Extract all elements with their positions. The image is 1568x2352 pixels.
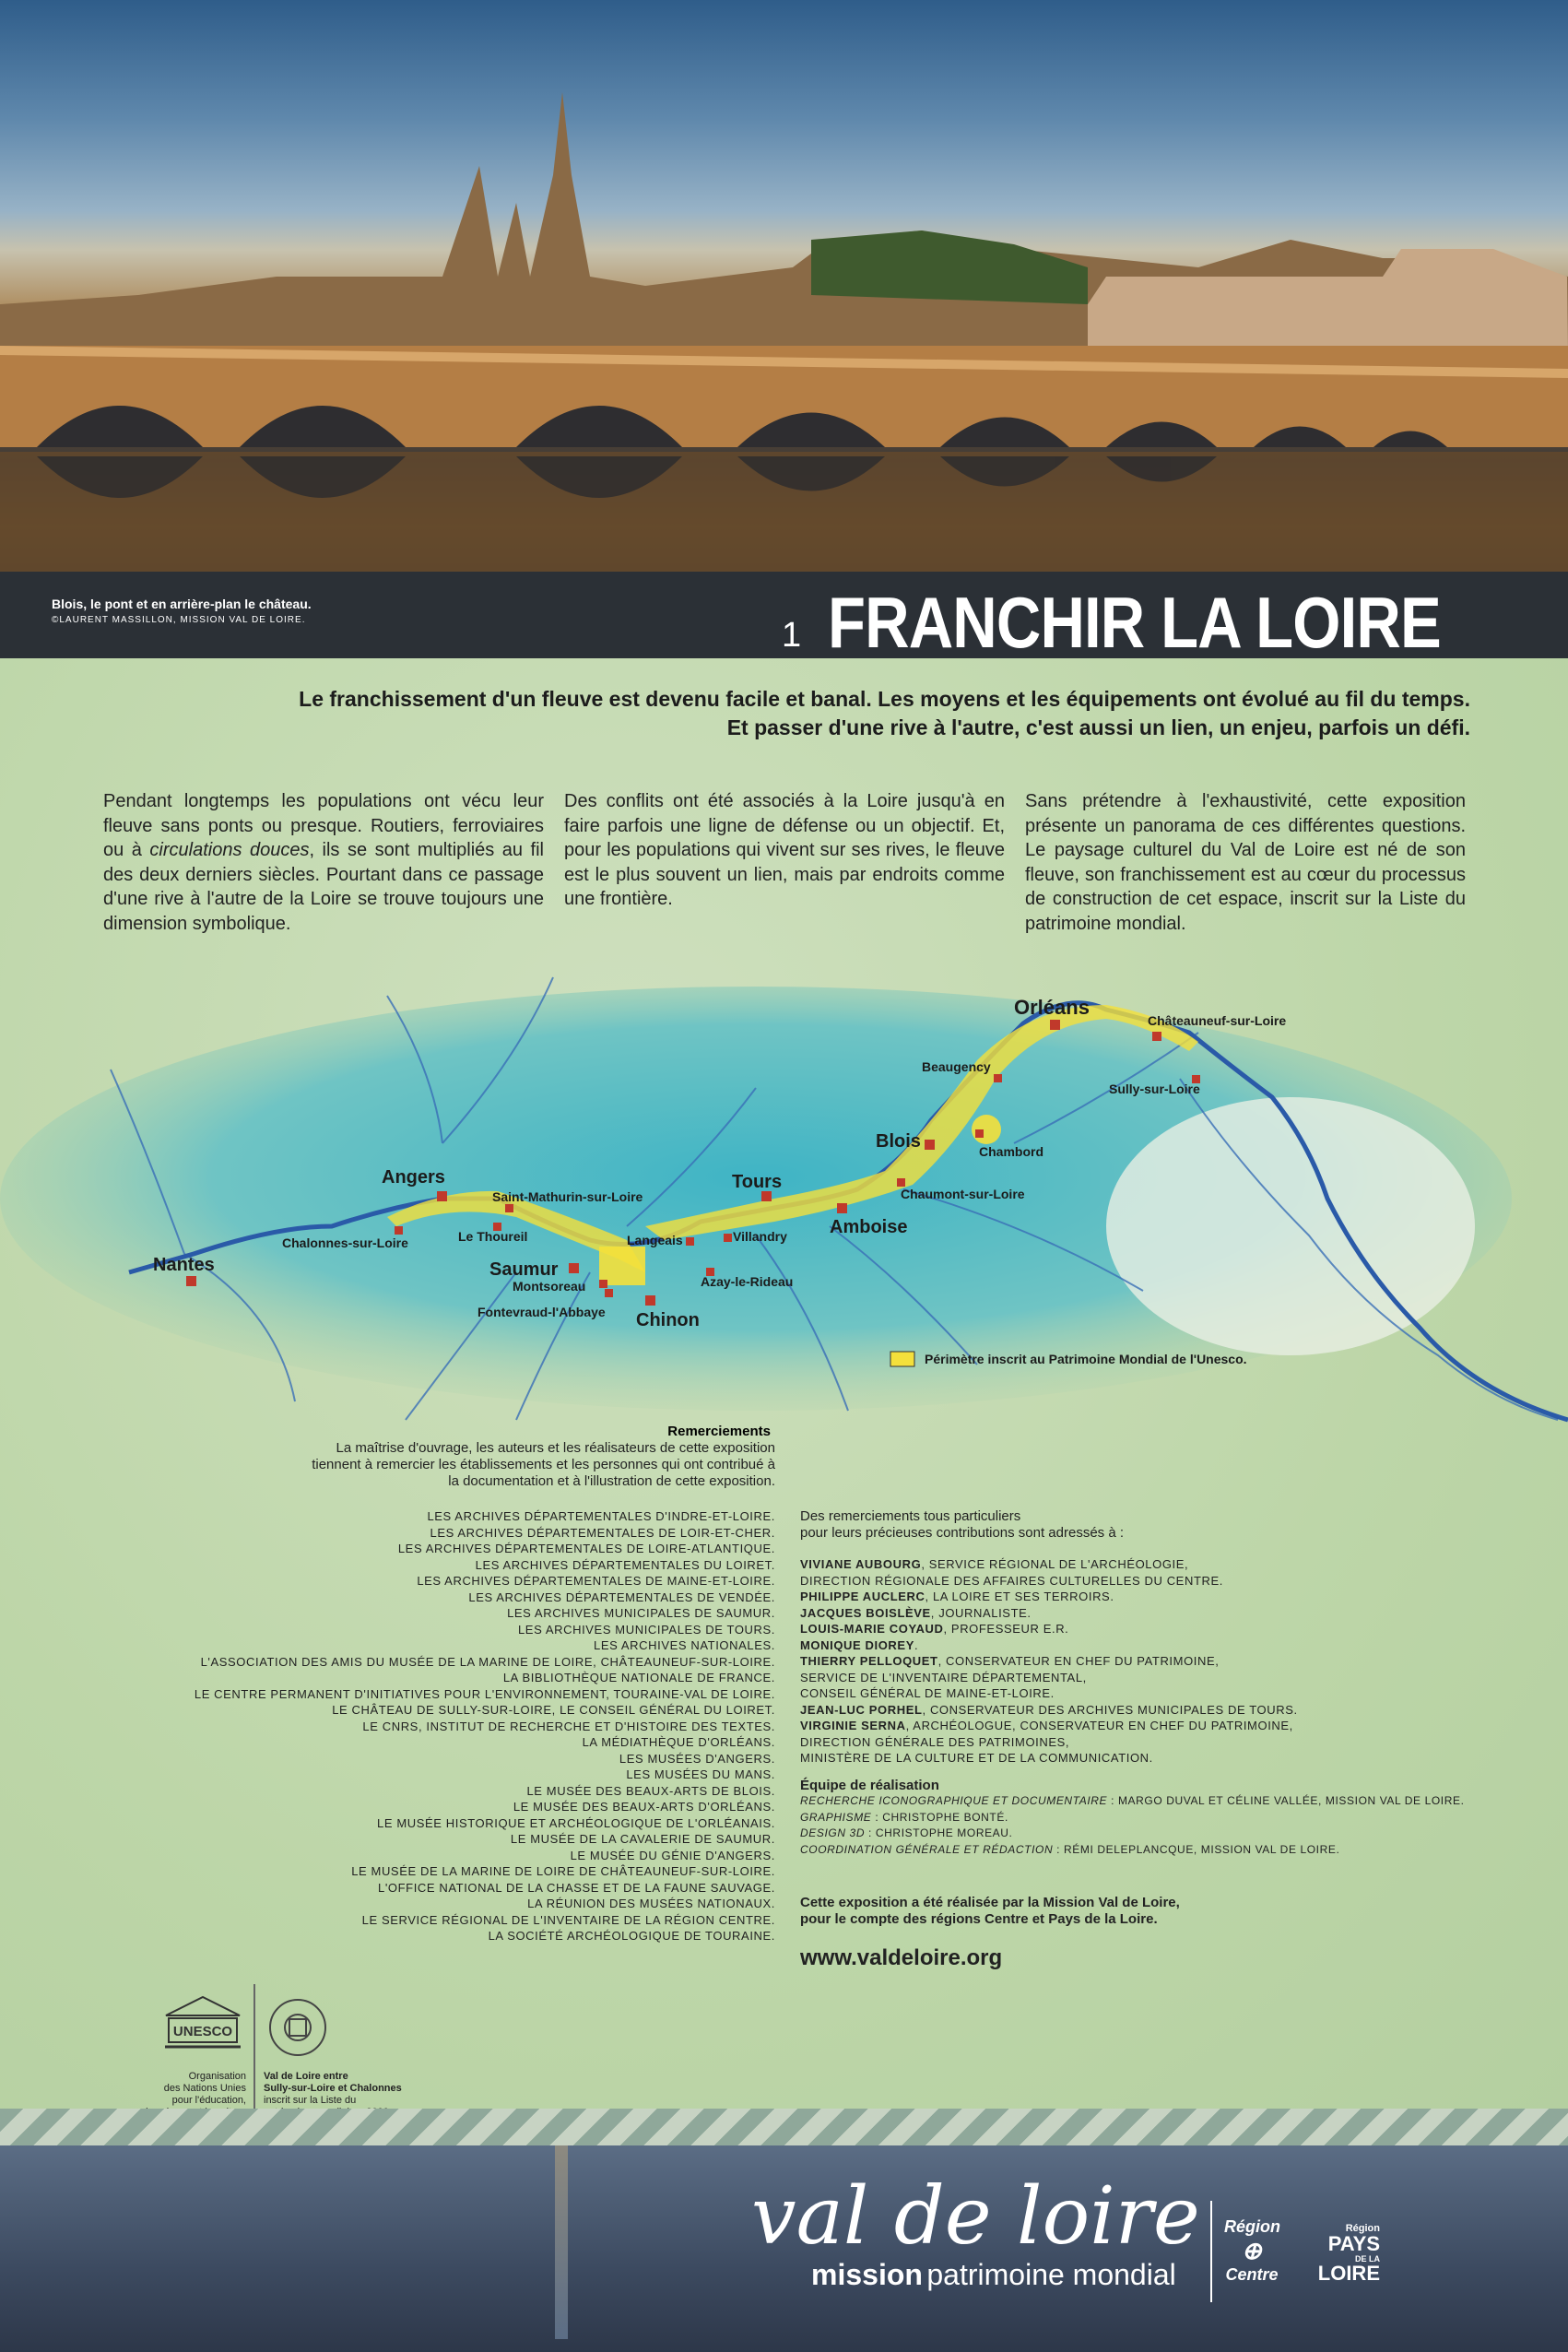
col1-text-b: , ils se sont multipliés au fil des deux derniers siècles. Pourtant dans ce passage d'une rive à l'autre de la Loire se trouve toujours une dimension symbolique. [103, 840, 544, 934]
city-label-nantes: Nantes [153, 1255, 215, 1275]
unesco-site-line: inscrit sur la Liste du [264, 2095, 357, 2106]
team-item [800, 1810, 1465, 1826]
special-intro-line: Des remerciements tous particuliers [800, 1508, 1021, 1524]
institution-item: LE MUSÉE DE LA CAVALERIE DE SAUMUR. [510, 1832, 775, 1846]
marker-orleans [1050, 1020, 1060, 1030]
city-label-fontevraud: Fontevraud-l'Abbaye [477, 1305, 606, 1319]
logo-val-de-loire: val de loire [751, 2170, 1200, 2263]
region-centre-line: Région [1224, 2217, 1280, 2236]
institution-item: LE MUSÉE HISTORIQUE ET ARCHÉOLOGIQUE DE L'ORLÉANAIS. [377, 1815, 775, 1830]
logo-patrimoine: patrimoine mondial [926, 2258, 1176, 2291]
intro-line-1: Le franchissement d'un fleuve est devenu facile et banal. Les moyens et les équipements ont évolué au fil du temps. [299, 687, 1470, 711]
institution-item: LES MUSÉES D'ANGERS. [619, 1751, 775, 1766]
person-item [800, 1589, 1465, 1605]
team-names: : CHRISTOPHE MOREAU. [865, 1826, 1013, 1839]
blois-bridge-illustration [0, 0, 1568, 658]
region-pays-line: LOIRE [1317, 2262, 1380, 2285]
region-pays-logo [1295, 2223, 1380, 2284]
marker-nantes [186, 1276, 196, 1286]
team-names: : MARGO DUVAL ET CÉLINE VALLÉE, MISSION VAL DE LOIRE. [1107, 1794, 1465, 1807]
person-item [800, 1637, 1465, 1654]
city-label-chaumont: Chaumont-sur-Loire [901, 1187, 1025, 1201]
unesco-divider [253, 1984, 255, 2122]
photo-caption [52, 596, 312, 629]
caption-title: Blois, le pont et en arrière-plan le château. [52, 597, 312, 611]
city-label-tours: Tours [732, 1172, 783, 1192]
person-item [800, 1605, 1465, 1622]
institution-item: LE MUSÉE DES BEAUX-ARTS D'ORLÉANS. [513, 1800, 775, 1814]
institution-item: LA MÉDIATHÈQUE D'ORLÉANS. [582, 1735, 775, 1749]
text-column-3: Sans prétendre à l'exhaustivité, cette exposition présente un panorama de ces différentes questions. Le paysage culturel du Val de Loire est né de son fleuve, son franchissement est au cœur du processus de construction de cet espace, inscrit sur la Liste du patrimoine mondial. [1025, 791, 1466, 934]
institution-item: LES ARCHIVES DÉPARTEMENTALES DE MAINE-ET-LOIRE. [417, 1574, 775, 1588]
institutions-list [195, 1508, 775, 1944]
logo-mission: mission [811, 2258, 923, 2291]
people-list [800, 1556, 1465, 1767]
marker-amboise [837, 1203, 847, 1213]
city-label-beaugency: Beaugency [922, 1059, 991, 1074]
city-label-chalonnes: Chalonnes-sur-Loire [282, 1235, 408, 1250]
unesco-org-line: Organisation [188, 2071, 246, 2082]
team-role: RECHERCHE ICONOGRAPHIQUE ET DOCUMENTAIRE [800, 1794, 1108, 1807]
team-item [800, 1842, 1465, 1859]
col1-italic: circulations douces [149, 840, 310, 860]
special-intro-line: pour leurs précieuses contributions sont adressés à : [800, 1524, 1125, 1541]
person-item [800, 1685, 1465, 1702]
team-item [800, 1826, 1465, 1842]
person-role: SERVICE DE L'INVENTAIRE DÉPARTEMENTAL, [800, 1670, 1087, 1684]
marker-tours [761, 1191, 772, 1201]
institution-item: LA RÉUNION DES MUSÉES NATIONAUX. [527, 1897, 775, 1910]
person-name: THIERRY PELLOQUET [800, 1654, 938, 1668]
marker-saumur [569, 1263, 579, 1273]
team-role: DESIGN 3D [800, 1826, 866, 1839]
marker-chinon [645, 1295, 655, 1306]
institution-item: LES ARCHIVES DÉPARTEMENTALES DE VENDÉE. [468, 1590, 775, 1604]
person-item [800, 1573, 1465, 1590]
team-item [800, 1793, 1465, 1810]
region-pays-line: PAYS [1327, 2232, 1380, 2255]
person-role: CONSEIL GÉNÉRAL DE MAINE-ET-LOIRE. [800, 1686, 1055, 1700]
caption-credit: ©LAURENT MASSILLON, MISSION VAL DE LOIRE. [52, 615, 306, 625]
person-role: , LA LOIRE ET SES TERROIRS. [925, 1590, 1114, 1603]
city-label-le-thoureil: Le Thoureil [458, 1229, 528, 1244]
thanks-intro [312, 1440, 775, 1490]
city-label-montsoreau: Montsoreau [513, 1279, 586, 1294]
person-item [800, 1734, 1465, 1751]
thanks-intro-line: la documentation et à l'illustration de cette exposition. [448, 1473, 775, 1489]
unesco-temple-icon [161, 1993, 244, 2058]
unesco-site-line: Val de Loire entre [264, 2071, 348, 2082]
city-label-saumur: Saumur [489, 1259, 559, 1280]
city-label-angers: Angers [382, 1167, 445, 1188]
city-label-orleans: Orléans [1014, 996, 1090, 1019]
city-label-langeais: Langeais [627, 1233, 683, 1247]
person-item [800, 1556, 1465, 1573]
decorative-stripe [0, 2109, 1568, 2145]
person-item [800, 1653, 1465, 1670]
city-label-chambord: Chambord [979, 1144, 1043, 1159]
thanks-intro-line: tiennent à remercier les établissements et les personnes qui ont contribué à [312, 1457, 775, 1472]
thanks-intro-line: La maîtrise d'ouvrage, les auteurs et les réalisateurs de cette exposition [336, 1440, 775, 1456]
person-item [800, 1718, 1465, 1734]
person-role: MINISTÈRE DE LA CULTURE ET DE LA COMMUNICATION. [800, 1751, 1153, 1765]
person-name: VIVIANE AUBOURG [800, 1557, 922, 1571]
institution-item: LES ARCHIVES DÉPARTEMENTALES DE LOIRE-ATLANTIQUE. [397, 1542, 775, 1555]
institution-item: LE CENTRE PERMANENT D'INITIATIVES POUR L'ENVIRONNEMENT, TOURAINE-VAL DE LOIRE. [194, 1686, 775, 1701]
institution-item: LES ARCHIVES DÉPARTEMENTALES D'INDRE-ET-LOIRE. [427, 1509, 775, 1523]
institution-item: LE SERVICE RÉGIONAL DE L'INVENTAIRE DE LA RÉGION CENTRE. [361, 1912, 775, 1927]
thanks-title: Remerciements [667, 1424, 771, 1439]
marker-chaumont [897, 1178, 905, 1187]
unesco-org-line: pour l'éducation, [171, 2095, 246, 2106]
institution-item: LE MUSÉE DE LA MARINE DE LOIRE DE CHÂTEAUNEUF-SUR-LOIRE. [351, 1864, 775, 1878]
team-role: GRAPHISME [800, 1810, 872, 1824]
hero-photo [0, 0, 1568, 658]
region-pays-line: DE LA [1355, 2254, 1380, 2263]
marker-blois [925, 1140, 935, 1150]
unesco-site-line: Sully-sur-Loire et Chalonnes [264, 2083, 402, 2094]
legend-swatch [890, 1352, 914, 1366]
institution-item: LE MUSÉE DES BEAUX-ARTS DE BLOIS. [526, 1783, 775, 1798]
city-label-villandry: Villandry [733, 1229, 787, 1244]
city-label-chateauneuf: Châteauneuf-sur-Loire [1148, 1013, 1287, 1028]
world-heritage-emblem-icon [267, 1997, 328, 2058]
marker-chateauneuf [1152, 1032, 1161, 1041]
intro-line-2: Et passer d'une rive à l'autre, c'est aussi un lien, un enjeu, parfois un défi. [726, 715, 1470, 739]
person-name: JEAN-LUC PORHEL [800, 1702, 923, 1717]
section-number: 1 [782, 616, 802, 655]
unesco-org-line: des Nations Unies [163, 2083, 246, 2094]
institution-item: LA SOCIÉTÉ ARCHÉOLOGIQUE DE TOURAINE. [488, 1929, 775, 1943]
city-label-amboise: Amboise [830, 1217, 908, 1237]
person-role: DIRECTION GÉNÉRALE DES PATRIMOINES, [800, 1734, 1070, 1749]
person-name: PHILIPPE AUCLERC [800, 1590, 925, 1603]
institution-item: LES ARCHIVES DÉPARTEMENTALES DU LOIRET. [475, 1557, 775, 1572]
team-list [800, 1793, 1465, 1858]
institution-item: LE CHÂTEAU DE SULLY-SUR-LOIRE, LE CONSEIL GÉNÉRAL DU LOIRET. [332, 1703, 775, 1717]
col1-text-a: Pendant longtemps les populations ont vécu leur fleuve sans ponts ou presque. Routiers, ferroviaires ou à [103, 791, 544, 860]
person-name: LOUIS-MARIE COYAUD [800, 1622, 944, 1636]
logo-subtitle [811, 2258, 1176, 2292]
special-thanks [800, 1508, 1465, 1971]
person-role: . [914, 1637, 919, 1652]
person-role: , CONSERVATEUR DES ARCHIVES MUNICIPALES DE TOURS. [922, 1702, 1298, 1717]
marker-villandry [724, 1234, 732, 1242]
closing-line: Cette exposition a été réalisée par la Mission Val de Loire, [800, 1895, 1180, 1910]
city-label-blois: Blois [876, 1131, 921, 1152]
person-item [800, 1670, 1465, 1686]
page-title: FRANCHIR LA LOIRE [828, 582, 1441, 658]
city-label-azay: Azay-le-Rideau [701, 1274, 794, 1289]
marker-chambord [975, 1129, 984, 1138]
loire-map [0, 922, 1568, 1438]
text-column-1 [103, 789, 544, 936]
institution-item: LE MUSÉE DU GÉNIE D'ANGERS. [570, 1848, 775, 1862]
marker-saint-mathurin [505, 1204, 513, 1212]
institution-item: L'ASSOCIATION DES AMIS DU MUSÉE DE LA MARINE DE LOIRE, CHÂTEAUNEUF-SUR-LOIRE. [200, 1654, 775, 1669]
person-role: , SERVICE RÉGIONAL DE L'ARCHÉOLOGIE, [921, 1557, 1189, 1571]
text-column-2: Des conflits ont été associés à la Loire jusqu'à en faire parfois une ligne de défense ou un objectif. Et, pour les populations qui vivent sur ses rives, le fleuve est le plus souvent un lien, mais par endroits comme une frontière. [564, 791, 1005, 909]
person-role: DIRECTION RÉGIONALE DES AFFAIRES CULTURELLES DU CENTRE. [800, 1573, 1223, 1588]
marker-fontevraud [605, 1289, 613, 1297]
team-role: COORDINATION GÉNÉRALE ET RÉDACTION [800, 1842, 1054, 1856]
person-role: , PROFESSEUR E.R. [943, 1622, 1069, 1636]
team-names: : CHRISTOPHE BONTÉ. [871, 1810, 1008, 1824]
institution-item: LES ARCHIVES DÉPARTEMENTALES DE LOIR-ET-CHER. [430, 1525, 775, 1540]
marker-langeais [686, 1237, 694, 1246]
legend-label: Périmètre inscrit au Patrimoine Mondial de l'Unesco. [925, 1352, 1247, 1366]
person-item [800, 1750, 1465, 1767]
institution-item: LES MUSÉES DU MANS. [626, 1767, 775, 1781]
person-name: MONIQUE DIOREY [800, 1637, 914, 1652]
marker-beaugency [994, 1074, 1002, 1082]
person-role: , JOURNALISTE. [930, 1605, 1032, 1620]
region-centre-logo [1224, 2217, 1279, 2285]
region-pays-line: Région [1345, 2223, 1380, 2234]
team-title: Équipe de réalisation [800, 1777, 939, 1793]
institution-item: LA BIBLIOTHÈQUE NATIONALE DE FRANCE. [502, 1671, 775, 1684]
person-item [800, 1702, 1465, 1719]
institution-item: L'OFFICE NATIONAL DE LA CHASSE ET DE LA FAUNE SAUVAGE. [377, 1880, 775, 1895]
team-names: : RÉMI DELEPLANCQUE, MISSION VAL DE LOIRE. [1053, 1842, 1340, 1856]
closing-line: pour le compte des régions Centre et Pays de la Loire. [800, 1910, 1158, 1927]
person-role: , ARCHÉOLOGUE, CONSERVATEUR EN CHEF DU PATRIMOINE, [905, 1719, 1293, 1732]
marker-angers [437, 1191, 447, 1201]
marker-chalonnes [395, 1226, 403, 1235]
footer-divider [1210, 2201, 1212, 2302]
tower-reflection [555, 2145, 568, 2339]
institution-item: LES ARCHIVES NATIONALES. [594, 1638, 775, 1652]
person-name: JACQUES BOISLÈVE [800, 1605, 931, 1620]
marker-montsoreau [599, 1280, 607, 1288]
region-centre-line: Centre [1225, 2265, 1279, 2284]
website-link[interactable]: www.valdeloire.org [800, 1945, 1003, 1970]
person-role: , CONSERVATEUR EN CHEF DU PATRIMOINE, [937, 1654, 1220, 1668]
institution-item: LES ARCHIVES MUNICIPALES DE TOURS. [517, 1622, 775, 1637]
unesco-logo-text: UNESCO [172, 2024, 233, 2039]
institution-item: LES ARCHIVES MUNICIPALES DE SAUMUR. [507, 1606, 775, 1620]
footer [0, 2145, 1568, 2352]
unesco-block [138, 1993, 415, 2122]
city-label-saint-mathurin: Saint-Mathurin-sur-Loire [492, 1189, 643, 1204]
city-label-sully: Sully-sur-Loire [1109, 1081, 1200, 1096]
institution-item: LE CNRS, INSTITUT DE RECHERCHE ET D'HISTOIRE DES TEXTES. [362, 1719, 775, 1733]
person-item [800, 1621, 1465, 1637]
region-centre-emblem-icon: ⊕ [1242, 2237, 1262, 2264]
person-name: VIRGINIE SERNA [800, 1719, 906, 1732]
city-label-chinon: Chinon [636, 1310, 700, 1330]
